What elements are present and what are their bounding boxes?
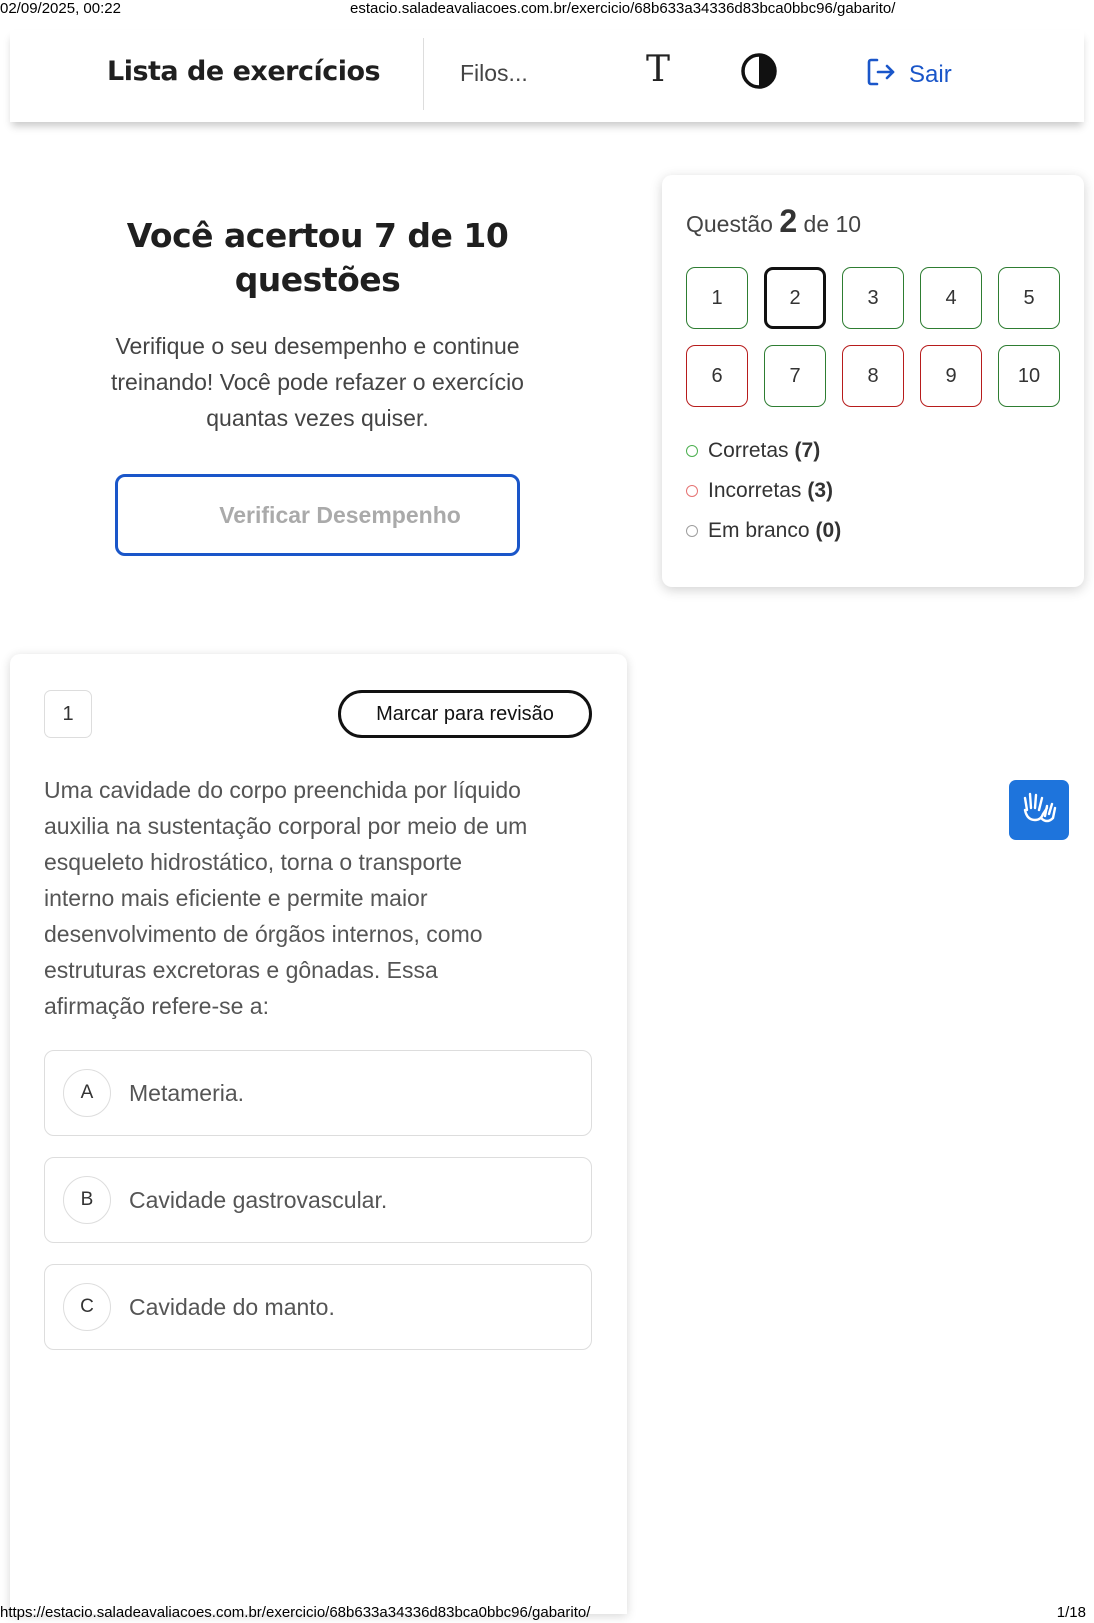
answer-option[interactable]	[44, 1050, 592, 1136]
result-title: Você acertou 7 de 10 questões	[126, 216, 509, 299]
result-description: Verifique o seu desempenho e continue treinando! Você pode refazer o exercício quantas vezes quiser.	[111, 333, 524, 431]
question-text-line: esqueleto hidrostático, torna o transporte	[44, 849, 463, 875]
print-datetime: 02/09/2025, 00:22	[0, 0, 121, 17]
question-statement	[44, 772, 594, 1024]
question-nav-button[interactable]: 10	[998, 345, 1060, 407]
question-text-line: afirmação refere-se a:	[44, 993, 269, 1019]
font-size-icon[interactable]: T	[645, 49, 670, 90]
question-nav-button[interactable]: 4	[920, 267, 982, 329]
legend-label: Em branco	[708, 519, 810, 542]
question-nav-button[interactable]: 6	[686, 345, 748, 407]
legend-count: (3)	[807, 479, 834, 502]
subject-name: Filos...	[460, 60, 528, 86]
question-nav-button[interactable]: 1	[686, 267, 748, 329]
question-card	[10, 654, 627, 1614]
answer-option[interactable]	[44, 1264, 592, 1350]
top-bar	[10, 30, 1084, 122]
navigator-title: Questão 2 de 10	[686, 203, 862, 239]
question-text-line: desenvolvimento de órgãos internos, como	[44, 921, 483, 947]
question-nav-button[interactable]: 5	[998, 267, 1060, 329]
option-letter: C	[63, 1283, 111, 1331]
print-header-url: estacio.saladeavaliacoes.com.br/exercicio/68b633a34336d83bca0bbc96/gabarito/	[350, 0, 896, 17]
legend-item	[686, 431, 841, 471]
verify-performance-button[interactable]: Verificar Desempenho	[115, 474, 520, 556]
result-summary	[70, 214, 565, 436]
sign-language-icon	[1019, 788, 1059, 833]
legend-item	[686, 511, 841, 551]
question-text-line: estruturas excretoras e gônadas. Essa	[44, 957, 438, 983]
print-page-number: 1/18	[1056, 1604, 1086, 1621]
legend-item	[686, 471, 841, 511]
question-grid	[686, 267, 1060, 407]
mark-for-review-button[interactable]: Marcar para revisão	[338, 690, 592, 738]
print-header	[0, 0, 1094, 16]
logout-icon	[865, 56, 897, 95]
question-text-line: interno mais eficiente e permite maior	[44, 885, 428, 911]
status-dot-icon	[686, 525, 698, 537]
print-footer	[0, 1604, 1094, 1622]
question-nav-button[interactable]: 9	[920, 345, 982, 407]
option-letter: A	[63, 1069, 111, 1117]
logout-button[interactable]	[865, 55, 952, 95]
legend-count: (7)	[794, 439, 821, 462]
legend-label: Corretas	[708, 439, 789, 462]
logout-label: Sair	[909, 61, 952, 88]
status-legend	[686, 431, 841, 551]
option-text: Metameria.	[129, 1079, 245, 1106]
question-nav-button[interactable]: 3	[842, 267, 904, 329]
legend-count: (0)	[815, 519, 842, 542]
question-number: 1	[44, 690, 92, 738]
question-nav-button[interactable]: 8	[842, 345, 904, 407]
option-letter: B	[63, 1176, 111, 1224]
legend-label: Incorretas	[708, 479, 802, 502]
question-nav-button[interactable]: 7	[764, 345, 826, 407]
option-text: Cavidade do manto.	[129, 1293, 335, 1320]
question-text-line: Uma cavidade do corpo preenchida por líquido	[44, 777, 521, 803]
answer-option[interactable]	[44, 1157, 592, 1243]
page-title: Lista de exercícios	[107, 56, 381, 87]
contrast-icon[interactable]	[740, 52, 778, 90]
status-dot-icon	[686, 445, 698, 457]
question-text-line: auxilia na sustentação corporal por meio de um	[44, 813, 528, 839]
option-text: Cavidade gastrovascular.	[129, 1186, 388, 1213]
header-divider	[423, 38, 424, 110]
print-footer-url: https://estacio.saladeavaliacoes.com.br/exercicio/68b633a34336d83bca0bbc96/gabarito/	[0, 1604, 591, 1621]
question-nav-button[interactable]: 2	[764, 267, 826, 329]
status-dot-icon	[686, 485, 698, 497]
sign-language-button[interactable]	[1009, 780, 1069, 840]
question-navigator	[662, 175, 1084, 587]
